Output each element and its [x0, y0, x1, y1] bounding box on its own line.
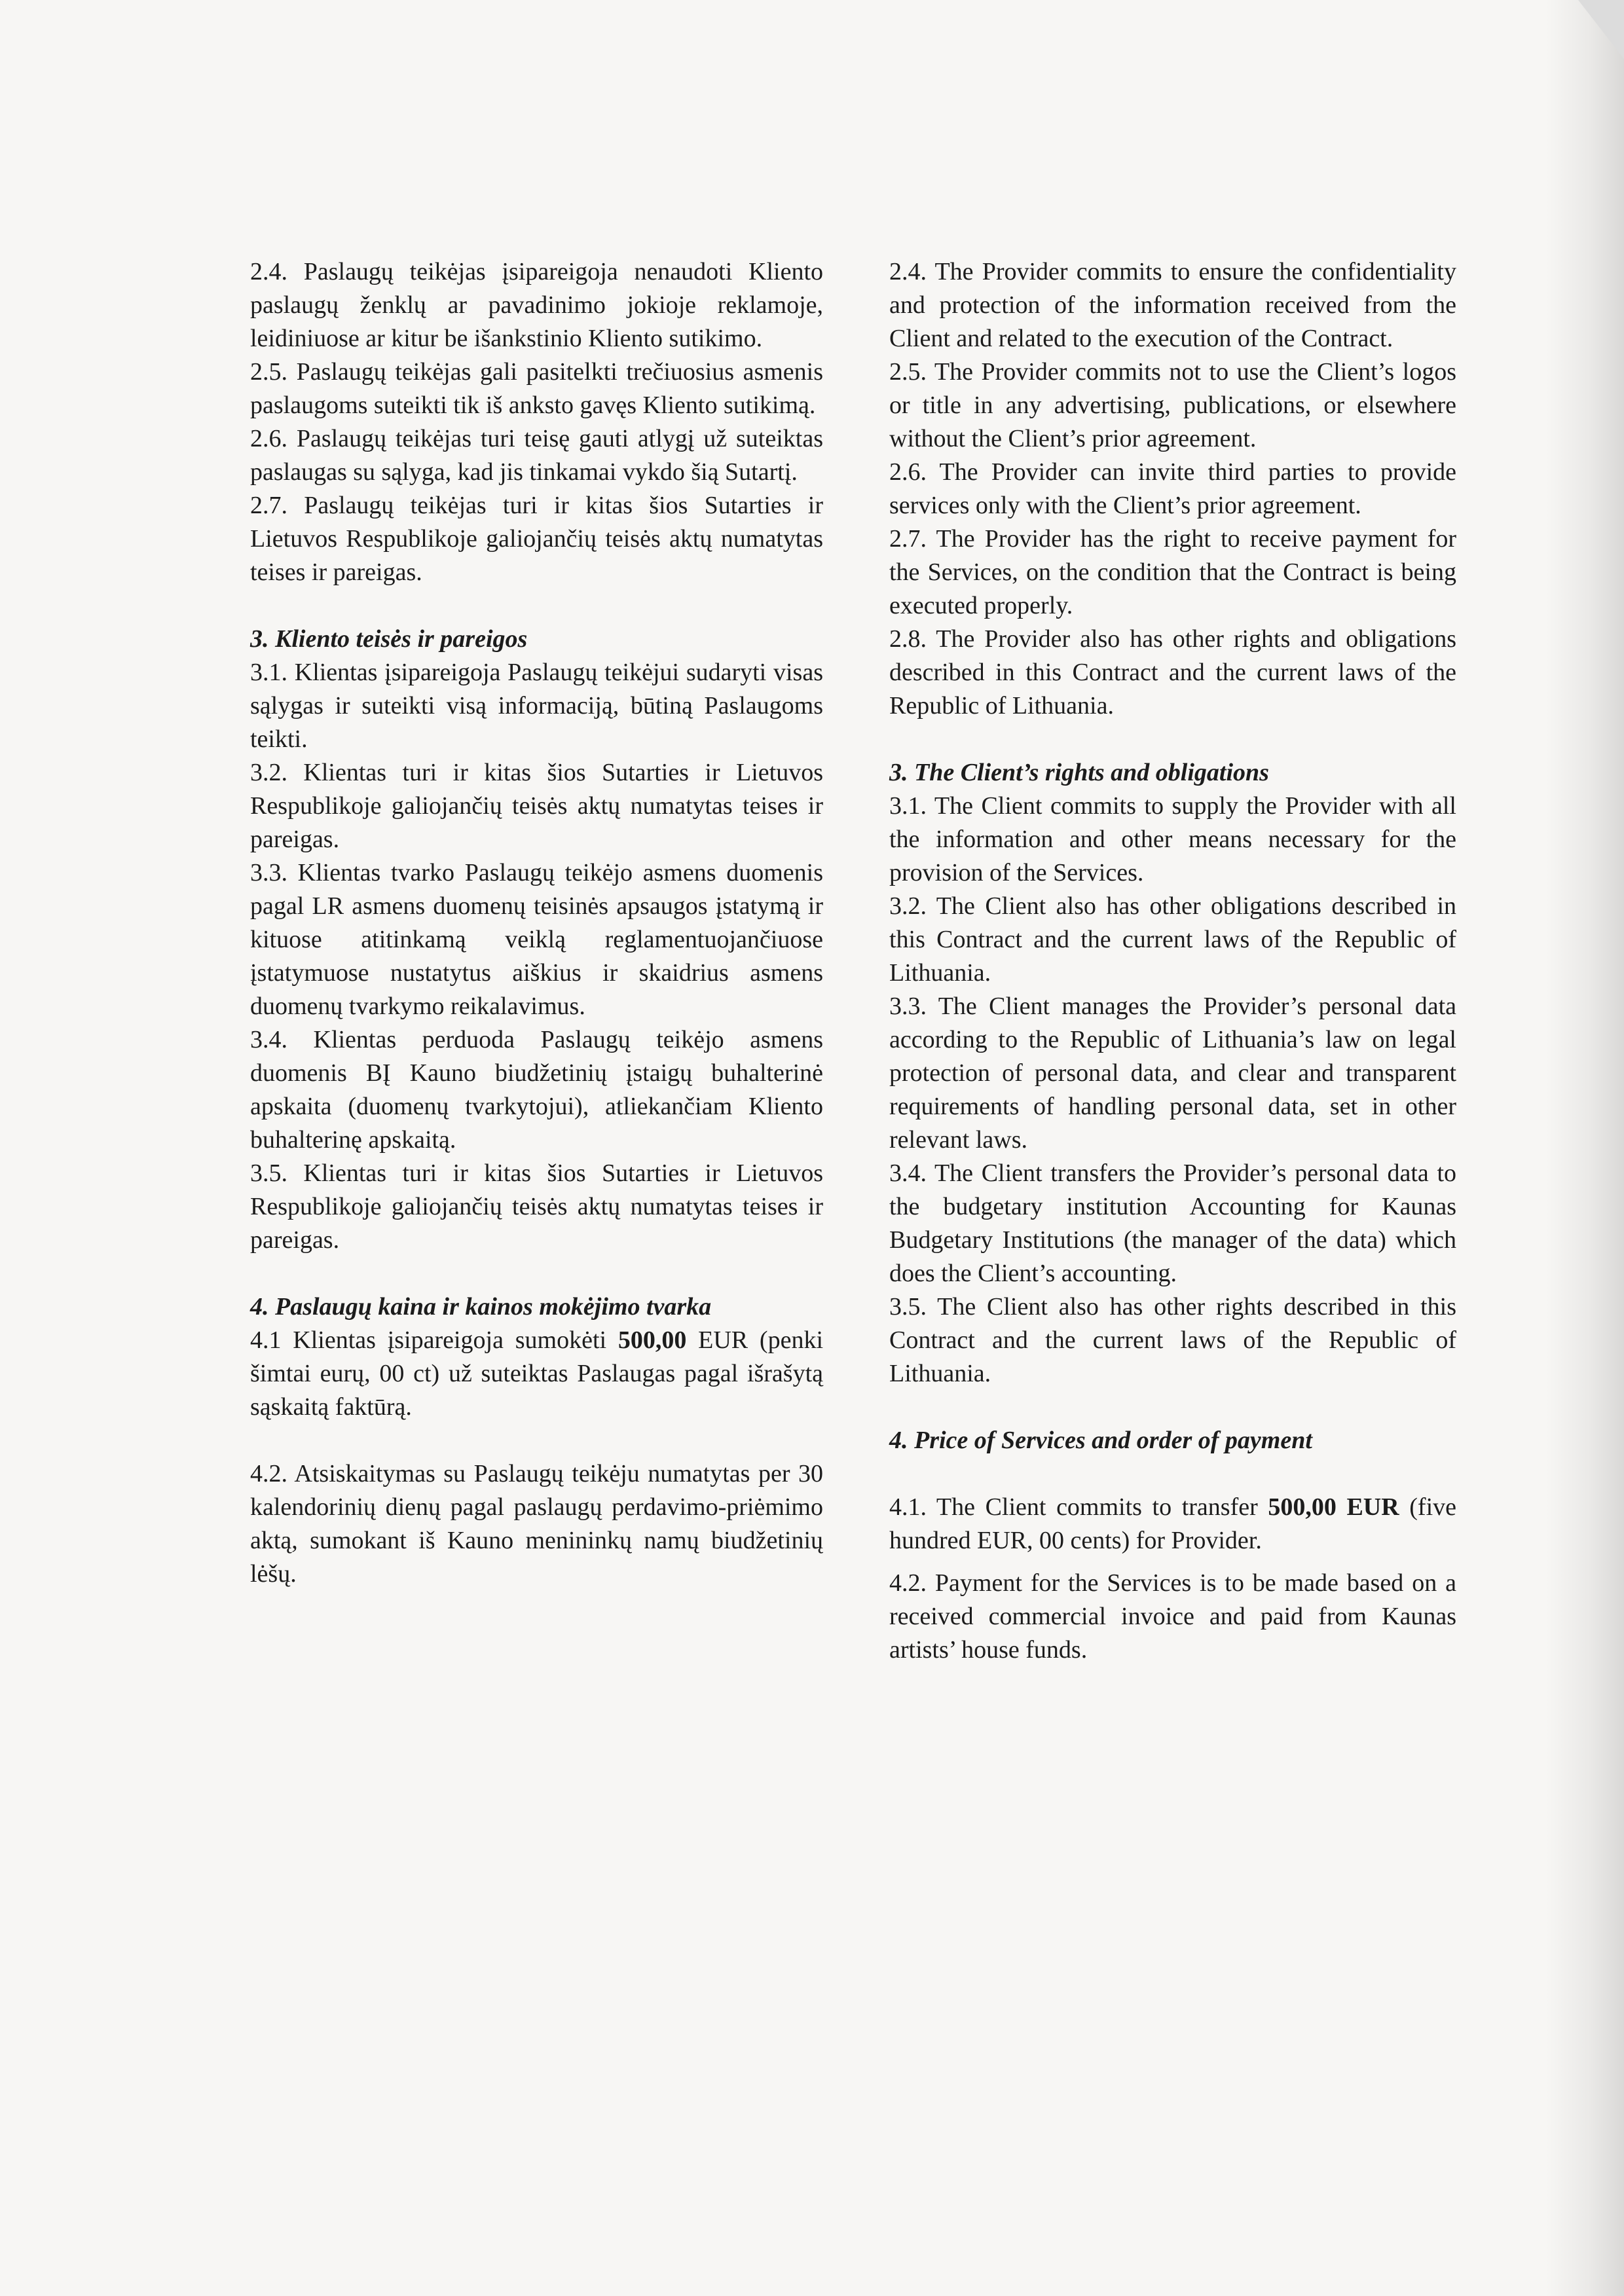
section-3-heading-en: 3. The Client’s rights and obligations [889, 759, 1269, 786]
clause-2-7-en: 2.7. The Provider has the right to receive payment for the Services, on the condition that the Contract is being executed properly. [889, 525, 1456, 619]
clause-3-4-en: 3.4. The Client transfers the Provider’s personal data to the budgetary institution Accounting for Kaunas Budgetary Institutions (the manager of the data) which does the Client’s accounting. [889, 1159, 1456, 1287]
scan-folded-corner [1578, 0, 1624, 59]
clause-4-2-en: 4.2. Payment for the Services is to be made based on a received commercial invoice and paid from Kaunas artists’ house funds. [889, 1569, 1456, 1664]
clause-3-2-en: 3.2. The Client also has other obligations described in this Contract and the current laws of the Republic of Lithuania. [889, 892, 1456, 987]
english-column [889, 255, 1456, 1667]
clause-4-1-lt [250, 1324, 823, 1424]
section-4-heading-lt: 4. Paslaugų kaina ir kainos mokėjimo tvarka [250, 1293, 712, 1321]
clause-3-5-lt: 3.5. Klientas turi ir kitas šios Sutarties ir Lietuvos Respublikoje galiojančių teisės aktų numatytas teises ir pareigas. [250, 1159, 823, 1254]
clause-3-3-lt: 3.3. Klientas tvarko Paslaugų teikėjo asmens duomenis pagal LR asmens duomenų teisinės apsaugos įstatymą ir kituose atitinkamą veiklą reglamentuojančiuose įstatymuose nustatytus aiškius ir skaidrius asmens duomenų tvarkymo reikalavimus. [250, 859, 823, 1020]
clause-3-2-lt: 3.2. Klientas turi ir kitas šios Sutarties ir Lietuvos Respublikoje galiojančių teisės aktų numatytas teises ir pareigas. [250, 759, 823, 853]
clause-2-8-en: 2.8. The Provider also has other rights and obligations described in this Contract and the current laws of the Republic of Lithuania. [889, 625, 1456, 720]
clause-3-1-en: 3.1. The Client commits to supply the Provider with all the information and other means necessary for the provision of the Services. [889, 792, 1456, 886]
clause-4-1-lt-amount: 500,00 [618, 1326, 687, 1354]
lithuanian-column [250, 255, 823, 1591]
clause-4-1-lt-text-end: EUR (penki šimtai eurų, 00 ct) už suteiktas Paslaugas pagal išrašytą sąskaitą faktūrą. [250, 1326, 823, 1421]
section-3-heading-lt: 3. Kliento teisės ir pareigos [250, 625, 528, 653]
clause-4-1-en [889, 1491, 1456, 1558]
clause-2-5-lt: 2.5. Paslaugų teikėjas gali pasitelkti trečiuosius asmenis paslaugoms suteikti tik iš anksto gavęs Kliento sutikimą. [250, 358, 823, 419]
clause-4-1-lt-text-start: 4.1 Klientas įsipareigoja sumokėti [250, 1326, 618, 1354]
clause-2-7-lt: 2.7. Paslaugų teikėjas turi ir kitas šios Sutarties ir Lietuvos Respublikoje galiojančių teisės aktų numatytas teises ir pareigas. [250, 492, 823, 586]
scan-page-edge-shadow [1545, 0, 1624, 2296]
clause-2-6-lt: 2.6. Paslaugų teikėjas turi teisę gauti atlygį už suteiktas paslaugas su sąlyga, kad jis tinkamai vykdo šią Sutartį. [250, 425, 823, 486]
clause-2-6-en: 2.6. The Provider can invite third parties to provide services only with the Client’s prior agreement. [889, 458, 1456, 519]
clause-3-4-lt: 3.4. Klientas perduoda Paslaugų teikėjo asmens duomenis BĮ Kauno biudžetinių įstaigų buhalterinė apskaita (duomenų tvarkytojui), atliekančiam Kliento buhalterinę apskaitą. [250, 1026, 823, 1154]
clause-4-2-lt: 4.2. Atsiskaitymas su Paslaugų teikėju numatytas per 30 kalendorinių dienų pagal paslaugų perdavimo-priėmimo aktą, sumokant iš Kauno menininkų namų biudžetinių lėšų. [250, 1460, 823, 1588]
section-4-heading-en: 4. Price of Services and order of payment [889, 1427, 1312, 1454]
clause-2-5-en: 2.5. The Provider commits not to use the Client’s logos or title in any advertising, publications, or elsewhere without the Client’s prior agreement. [889, 358, 1456, 452]
clause-3-1-lt: 3.1. Klientas įsipareigoja Paslaugų teikėjui sudaryti visas sąlygas ir suteikti visą informaciją, būtiną Paslaugoms teikti. [250, 659, 823, 753]
clause-3-3-en: 3.3. The Client manages the Provider’s personal data according to the Republic of Lithuania’s law on legal protection of personal data, and clear and transparent requirements of handling personal data, set in other relevant laws. [889, 993, 1456, 1154]
clause-2-4-lt: 2.4. Paslaugų teikėjas įsipareigoja nenaudoti Kliento paslaugų ženklų ar pavadinimo jokioje reklamoje, leidiniuose ar kitur be išankstinio Kliento sutikimo. [250, 258, 823, 352]
clause-4-1-en-text-end: (five hundred EUR, 00 cents) for Provider. [889, 1493, 1456, 1554]
clause-4-1-en-text-start: 4.1. The Client commits to transfer [889, 1493, 1268, 1521]
clause-2-4-en: 2.4. The Provider commits to ensure the confidentiality and protection of the information received from the Client and related to the execution of the Contract. [889, 258, 1456, 352]
clause-3-5-en: 3.5. The Client also has other rights described in this Contract and the current laws of the Republic of Lithuania. [889, 1293, 1456, 1387]
clause-4-1-en-amount: 500,00 EUR [1268, 1493, 1399, 1521]
